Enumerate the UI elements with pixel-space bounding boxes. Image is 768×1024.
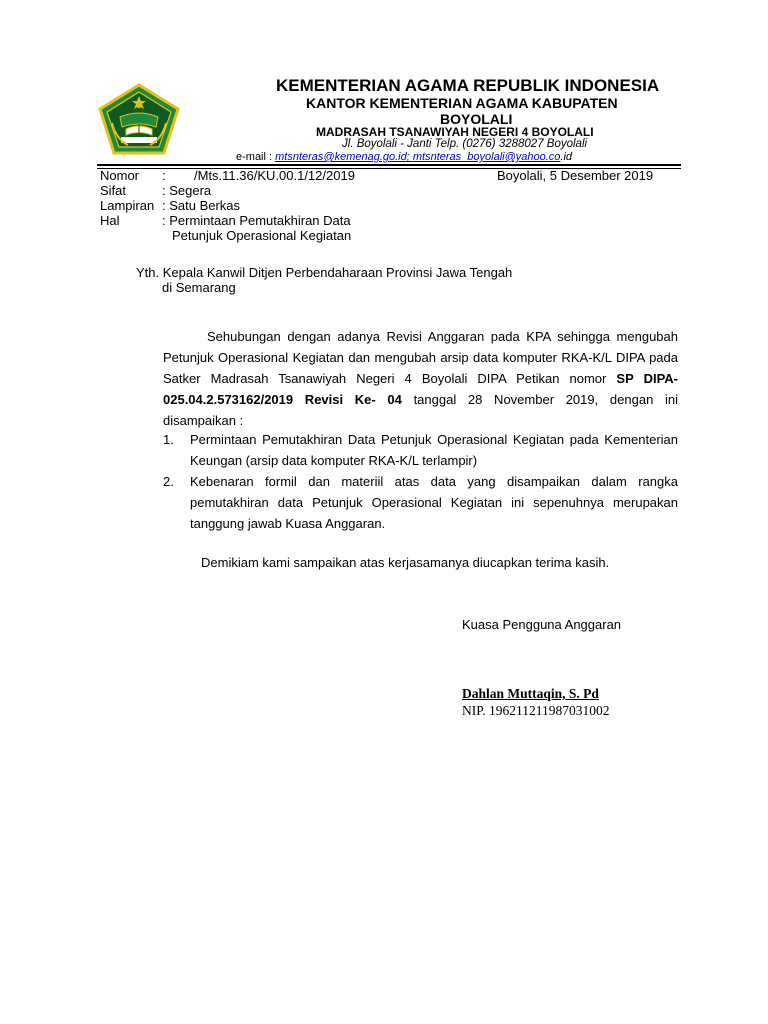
letter-body: [163, 326, 678, 431]
recipient: [136, 265, 512, 295]
body-paragraph: [163, 326, 678, 431]
list-item: [163, 429, 678, 471]
dipa-number: SP DIPA- 025.04.2.573162/2019 Revisi Ke- 04: [163, 371, 678, 407]
body-list: [163, 429, 678, 534]
signature-title: Kuasa Pengguna Anggaran: [462, 617, 622, 632]
email-suffix: .id: [560, 151, 573, 163]
email-separator: ;: [406, 151, 413, 163]
ministry-name: KEMENTERIAN AGAMA REPUBLIK INDONESIA: [276, 76, 660, 95]
body-text-b: tanggal 28 November 2019, dengan ini disampaikan :: [163, 392, 678, 428]
nomor-label: Nomor: [100, 168, 140, 183]
signatory-nip: NIP. 196211211987031002: [462, 703, 610, 718]
list-item-number: 1.: [163, 432, 174, 447]
recipient-line1: Yth. Kepala Kanwil Ditjen Perbendaharaan Provinsi Jawa Tengah: [136, 265, 513, 280]
list-item-number: 2.: [163, 474, 174, 489]
lampiran-label: Lampiran: [100, 198, 155, 213]
list-item: [163, 471, 678, 534]
email-line: [236, 151, 572, 163]
school-name: MADRASAH TSANAWIYAH NEGERI 4 BOYOLALI: [316, 125, 594, 139]
closing-sentence: Demikiam kami sampaikan atas kerjasamanya diucapkan terima kasih.: [201, 555, 610, 570]
body-text-a: Sehubungan dengan adanya Revisi Anggaran pada KPA sehingga mengubah Petunjuk Operasional Kegiatan dan mengubah arsip data komputer RKA-K/L DIPA pada Satker Madrasah Tsanawiyah Negeri 4 Boyolali DIPA Petikan nomor: [163, 329, 678, 386]
ministry-logo: [98, 83, 180, 155]
hal-value-2: Petunjuk Operasional Kegiatan: [172, 228, 352, 243]
lampiran-value: : Satu Berkas: [162, 198, 241, 213]
address: Jl. Boyolali - Janti Telp. (0276) 3288027 Boyolali: [342, 138, 588, 150]
list-item-text: Kebenaran formil dan materiil atas data yang disampaikan dalam rangka pemutakhiran data Petunjuk Operasional Kegiatan ini sepenuhnya merupakan tanggung jawab Kuasa Anggaran.: [190, 474, 678, 531]
email-link-2[interactable]: mtsnteras_boyolali@yahoo.co: [412, 151, 561, 163]
office-name-line2: BOYOLALI: [440, 111, 513, 127]
hal-value-1: : Permintaan Pemutakhiran Data: [162, 213, 351, 228]
nomor-colon: :: [162, 168, 166, 183]
signatory-name: Dahlan Muttaqin, S. Pd: [462, 686, 599, 701]
letter-date: Boyolali, 5 Desember 2019: [497, 168, 654, 183]
sifat-value: : Segera: [162, 183, 212, 198]
nomor-value: /Mts.11.36/KU.00.1/12/2019: [194, 168, 355, 183]
hal-label: Hal: [100, 213, 120, 228]
office-name-line1: KANTOR KEMENTERIAN AGAMA KABUPATEN: [306, 95, 618, 111]
list-item-text: Permintaan Pemutakhiran Data Petunjuk Operasional Kegiatan pada Kementerian Keungan (arsip data komputer RKA-K/L terlampir): [190, 432, 678, 468]
recipient-line2: di Semarang: [162, 280, 236, 295]
email-link-1[interactable]: mtsnteras@kemenag.go.id: [275, 151, 407, 163]
email-label: e-mail :: [236, 151, 276, 163]
sifat-label: Sifat: [100, 183, 127, 198]
